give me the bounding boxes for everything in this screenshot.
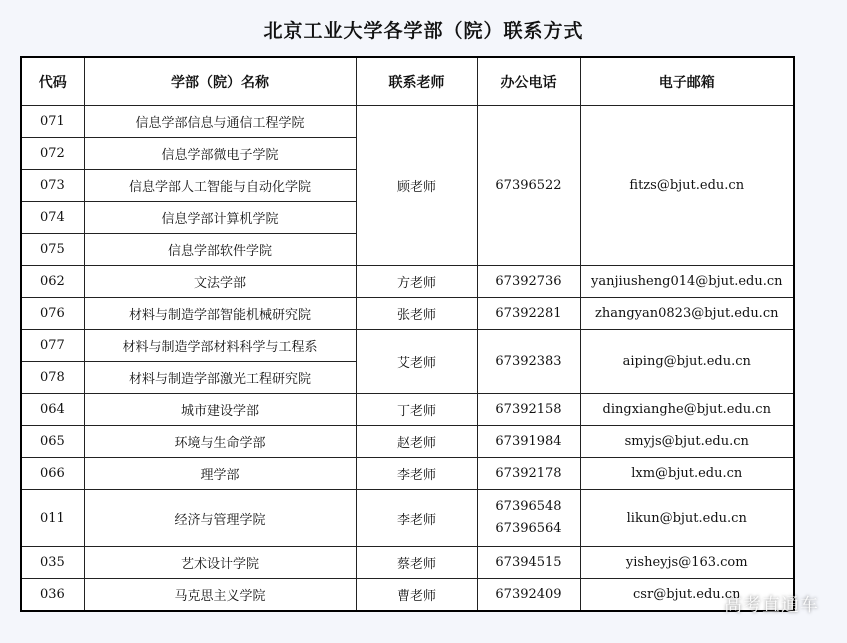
header-code: 代码 [21,57,84,106]
name-cell: 材料与制造学部智能机械研究院 [84,298,356,330]
table-row [21,330,794,362]
phone-cell: 67396522 [477,106,580,266]
name-cell: 信息学部软件学院 [84,234,356,266]
name-cell: 城市建设学部 [84,394,356,426]
phone-cell: 67392281 [477,298,580,330]
code-cell: 078 [21,362,84,394]
table-row [21,458,794,490]
phone-cell: 67392178 [477,458,580,490]
table-row [21,394,794,426]
email-cell[interactable]: aiping@bjut.edu.cn [580,330,794,394]
email-cell[interactable]: dingxianghe@bjut.edu.cn [580,394,794,426]
code-cell: 064 [21,394,84,426]
code-cell: 036 [21,579,84,612]
table-row [21,426,794,458]
teacher-cell: 李老师 [356,458,477,490]
phone-cell: 67392736 [477,266,580,298]
table-row [21,266,794,298]
phone-cell: 67392158 [477,394,580,426]
header-email: 电子邮箱 [580,57,794,106]
teacher-cell: 艾老师 [356,330,477,394]
teacher-cell: 曹老师 [356,579,477,612]
email-cell[interactable]: yisheyjs@163.com [580,547,794,579]
phone-number: 67396548 [495,499,562,514]
phone-cell [477,490,580,547]
email-cell[interactable]: zhangyan0823@bjut.edu.cn [580,298,794,330]
name-cell: 马克思主义学院 [84,579,356,612]
name-cell: 信息学部微电子学院 [84,138,356,170]
watermark: 高考直通车 [724,595,819,616]
page-title: 北京工业大学各学部（院）联系方式 [263,20,584,42]
name-cell: 环境与生命学部 [84,426,356,458]
teacher-cell: 方老师 [356,266,477,298]
phone-cell: 67392383 [477,330,580,394]
header-name: 学部（院）名称 [84,57,356,106]
email-cell[interactable]: likun@bjut.edu.cn [580,490,794,547]
email-cell[interactable]: yanjiusheng014@bjut.edu.cn [580,266,794,298]
code-cell: 035 [21,547,84,579]
code-cell: 075 [21,234,84,266]
table-row [21,106,794,138]
email-cell[interactable]: lxm@bjut.edu.cn [580,458,794,490]
table-row [21,547,794,579]
table-row [21,298,794,330]
name-cell: 信息学部计算机学院 [84,202,356,234]
phone-number-secondary: 67396564 [495,521,562,536]
name-cell: 理学部 [84,458,356,490]
code-cell: 073 [21,170,84,202]
code-cell: 062 [21,266,84,298]
phone-cell: 67391984 [477,426,580,458]
name-cell: 信息学部信息与通信工程学院 [84,106,356,138]
code-cell: 074 [21,202,84,234]
code-cell: 072 [21,138,84,170]
email-cell[interactable]: csr@bjut.edu.cn [580,579,794,612]
code-cell: 065 [21,426,84,458]
table-row [21,579,794,612]
name-cell: 信息学部人工智能与自动化学院 [84,170,356,202]
name-cell: 经济与管理学院 [84,490,356,547]
name-cell: 材料与制造学部激光工程研究院 [84,362,356,394]
name-cell: 艺术设计学院 [84,547,356,579]
table-row [21,490,794,547]
code-cell: 011 [21,490,84,547]
header-teacher: 联系老师 [356,57,477,106]
code-cell: 077 [21,330,84,362]
name-cell: 文法学部 [84,266,356,298]
phone-cell: 67394515 [477,547,580,579]
teacher-cell: 赵老师 [356,426,477,458]
teacher-cell: 李老师 [356,490,477,547]
code-cell: 076 [21,298,84,330]
teacher-cell: 张老师 [356,298,477,330]
name-cell: 材料与制造学部材料科学与工程系 [84,330,356,362]
email-cell[interactable]: fitzs@bjut.edu.cn [580,106,794,266]
code-cell: 066 [21,458,84,490]
header-phone: 办公电话 [477,57,580,106]
code-cell: 071 [21,106,84,138]
teacher-cell: 蔡老师 [356,547,477,579]
teacher-cell: 顾老师 [356,106,477,266]
teacher-cell: 丁老师 [356,394,477,426]
table-header-row [21,57,794,106]
contact-table [20,56,795,612]
email-cell[interactable]: smyjs@bjut.edu.cn [580,426,794,458]
phone-cell: 67392409 [477,579,580,612]
